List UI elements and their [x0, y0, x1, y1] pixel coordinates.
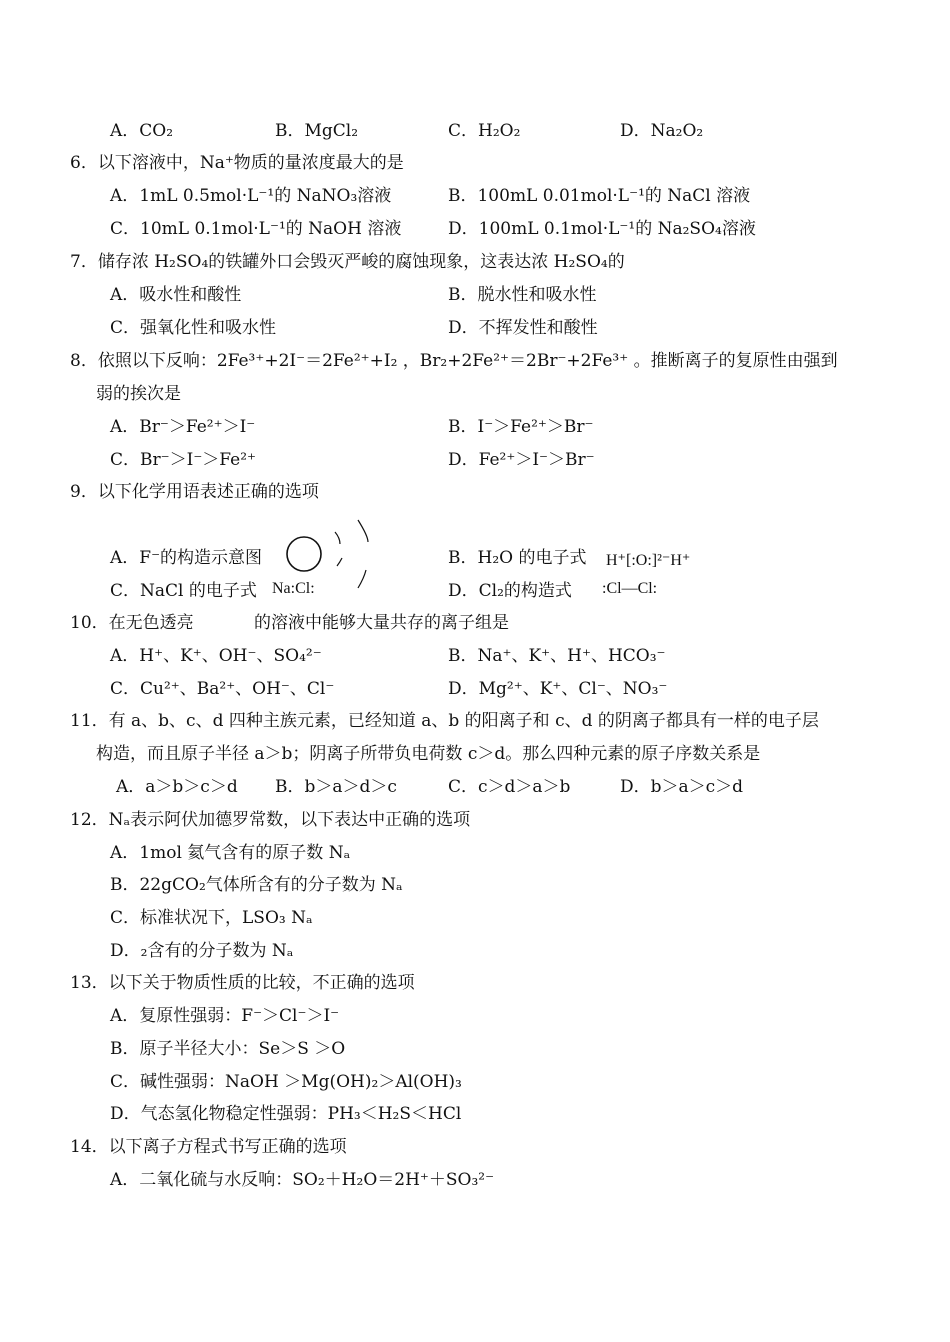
electron-shell-arc-3 — [337, 558, 342, 566]
q10-option-c: C．Cu²⁺、Ba²⁺、OH⁻、Cl⁻ — [110, 679, 335, 699]
q7-option-a: A．吸水性和酸性 — [110, 285, 242, 305]
q9-option-c: C．NaCl 的电子式 — [110, 581, 257, 601]
q11-option-c: C．c＞d＞a＞b — [448, 777, 571, 797]
q11-stem-line2: 构造，而且原子半径 a＞b；阴离子所带负电荷数 c＞d。那么四种元素的原子序数关系是 — [96, 744, 761, 764]
q5-option-d: D．Na₂O₂ — [620, 121, 704, 141]
q8-option-a: A．Br⁻＞Fe²⁺＞I⁻ — [110, 417, 256, 437]
q10-stem-part1: 10．在无色透亮 — [70, 613, 194, 633]
q11-option-b: B．b＞a＞d＞c — [275, 777, 397, 797]
q7-stem: 7．储存浓 H₂SO₄的铁罐外口会毁灭严峻的腐蚀现象，这表达浓 H₂SO₄的 — [70, 252, 625, 272]
q9-option-a: A．F⁻的构造示意图 — [110, 548, 263, 568]
sodium-chloride-electron-formula — [272, 576, 342, 606]
q8-option-d: D．Fe²⁺＞I⁻＞Br⁻ — [448, 450, 595, 470]
q7-option-b: B．脱水性和吸水性 — [448, 285, 597, 305]
q9-option-b: B．H₂O 的电子式 — [448, 548, 587, 568]
q7-option-d: D．不挥发性和酸性 — [448, 318, 598, 338]
q9-stem: 9．以下化学用语表述正确的选项 — [70, 482, 319, 502]
q6-option-d: D．100mL 0.1mol·L⁻¹的 Na₂SO₄溶液 — [448, 219, 756, 239]
water-electron-formula — [606, 540, 746, 574]
q5-option-c: C．H₂O₂ — [448, 121, 521, 141]
q6-stem: 6．以下溶液中，Na⁺物质的量浓度最大的是 — [70, 153, 404, 173]
q12-stem: 12．Nₐ表示阿伏加德罗常数，以下表达中正确的选项 — [70, 810, 471, 830]
chlorine-structural-formula — [602, 580, 682, 606]
electron-shell-arc-1 — [335, 532, 340, 544]
q8-option-c: C．Br⁻＞I⁻＞Fe²⁺ — [110, 450, 257, 470]
q13-option-c: C．碱性强弱：NaOH ＞Mg(OH)₂＞Al(OH)₃ — [110, 1072, 462, 1092]
q6-option-b: B．100mL 0.01mol·L⁻¹的 NaCl 溶液 — [448, 186, 751, 206]
formula-text: H⁺[:O:]²⁻H⁺ — [606, 552, 691, 569]
q13-option-d: D．气态氢化物稳定性强弱：PH₃＜H₂S＜HCl — [110, 1104, 462, 1124]
q11-option-a: A．a＞b＞c＞d — [116, 777, 238, 797]
q12-option-a: A．1mol 氦气含有的原子数 Nₐ — [110, 843, 351, 863]
q11-stem-line1: 11．有 a、b、c、d 四种主族元素，已经知道 a、b 的阳离子和 c、d 的阴离子都具有一样的电子层 — [70, 711, 819, 731]
q9-option-d: D．Cl₂的构造式 — [448, 581, 572, 601]
q10-option-d: D．Mg²⁺、K⁺、Cl⁻、NO₃⁻ — [448, 679, 668, 699]
q12-option-b: B．22gCO₂气体所含有的分子数为 Nₐ — [110, 875, 403, 895]
q13-option-b: B．原子半径大小：Se＞S ＞O — [110, 1039, 346, 1059]
electron-shell-arc-4 — [358, 570, 366, 588]
q6-option-a: A．1mL 0.5mol·L⁻¹的 NaNO₃溶液 — [110, 186, 392, 206]
q12-option-c: C．标准状况下，LSO₃ Nₐ — [110, 908, 313, 928]
q8-stem-line1: 8．依照以下反响：2Fe³⁺+2I⁻＝2Fe²⁺+I₂ ，Br₂+2Fe²⁺＝2Br⁻+2Fe³⁺ 。推断离子的复原性由强到 — [70, 351, 838, 371]
formula-text: Na:Cl: — [272, 580, 315, 597]
q13-stem: 13．以下关于物质性质的比较，不正确的选项 — [70, 973, 415, 993]
q5-option-a: A．CO₂ — [110, 121, 174, 141]
q7-option-c: C．强氧化性和吸水性 — [110, 318, 277, 338]
q10-stem-part2: 的溶液中能够大量共存的离子组是 — [254, 613, 509, 633]
q8-stem-line2: 弱的挨次是 — [96, 384, 181, 404]
q12-option-d: D．₂含有的分子数为 Nₐ — [110, 941, 294, 961]
electron-shell-arc-2 — [358, 520, 368, 542]
q8-option-b: B．I⁻＞Fe²⁺＞Br⁻ — [448, 417, 594, 437]
q13-option-a: A．复原性强弱：F⁻＞Cl⁻＞I⁻ — [110, 1006, 340, 1026]
q10-option-a: A．H⁺、K⁺、OH⁻、SO₄²⁻ — [110, 646, 322, 666]
formula-text: :Cl—Cl: — [602, 580, 658, 597]
q6-option-c: C．10mL 0.1mol·L⁻¹的 NaOH 溶液 — [110, 219, 402, 239]
q14-stem: 14．以下离子方程式书写正确的选项 — [70, 1137, 347, 1157]
q5-option-b: B．MgCl₂ — [275, 121, 359, 141]
nucleus-circle — [287, 537, 321, 571]
q11-option-d: D．b＞a＞c＞d — [620, 777, 744, 797]
q14-option-a: A．二氧化硫与水反响：SO₂＋H₂O＝2H⁺＋SO₃²⁻ — [110, 1170, 495, 1190]
q10-option-b: B．Na⁺、K⁺、H⁺、HCO₃⁻ — [448, 646, 666, 666]
